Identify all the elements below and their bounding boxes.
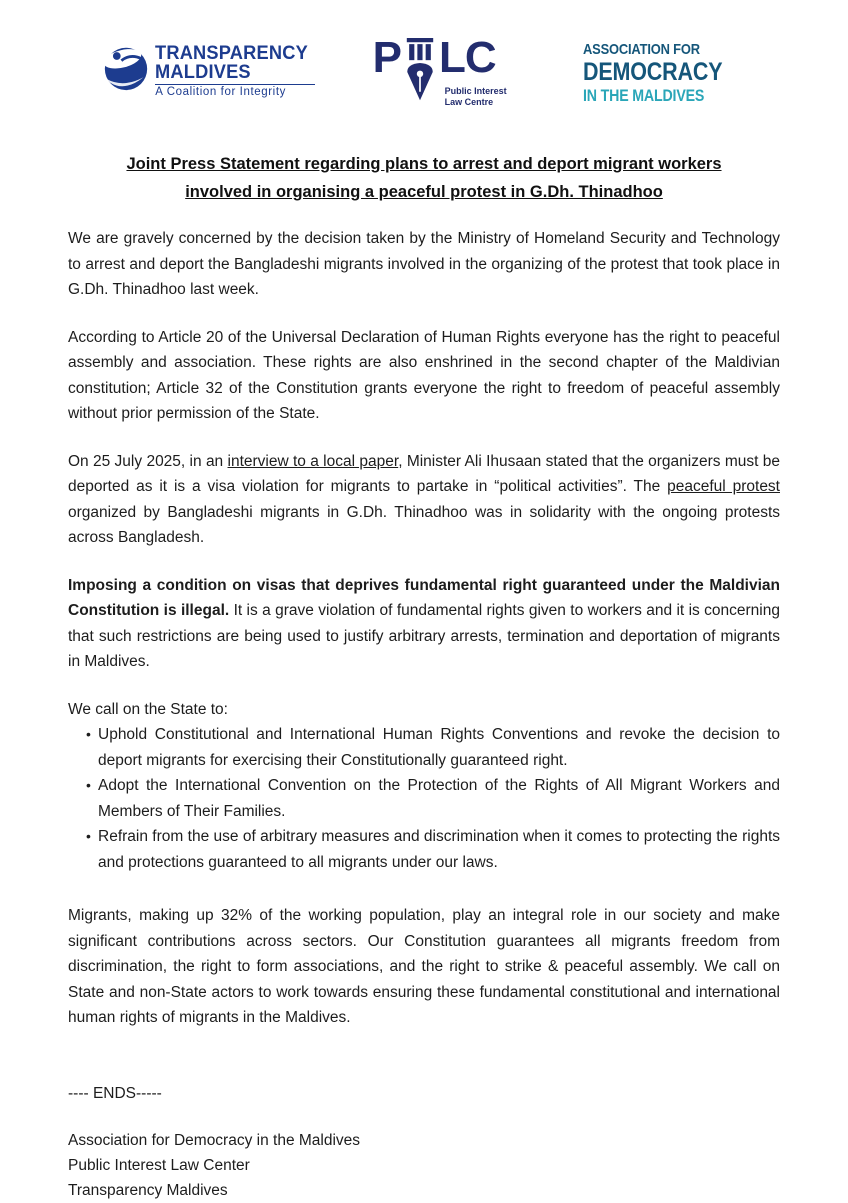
paragraph-migrants-role: Migrants, making up 32% of the working population, play an integral role in our society and make significant contributions across sectors. Our Constitution guarantees all migrants freedom from discrimination, the right to form associations, and the right to strike & peaceful assembly. We call on State and non-State actors to work towards ensuring these fundamental constitutional and international human rights of migrants in the Maldives. (68, 907, 780, 1026)
interview-link[interactable]: interview to a local paper (227, 452, 399, 470)
paragraph-concern: We are gravely concerned by the decision taken by the Ministry of Homeland Security and Technology to arrest and deport the Bangladeshi migrants involved in the organizing of the protest that took place in G.Dh. Thinadhoo last week. (68, 230, 780, 298)
paragraph-article20: According to Article 20 of the Universal Declaration of Human Rights everyone has the right to peaceful assembly and association. These rights are also enshrined in the second chapter of the Maldivian constitution; Article 32 of the Constitution grants everyone the right to freedom of peaceful assembly without prior permission of the State. (68, 328, 780, 422)
signatories-block (68, 1128, 780, 1203)
peaceful-protest-link[interactable]: peaceful protest (667, 478, 780, 495)
signatory-pilc: Public Interest Law Center (68, 1157, 250, 1174)
signatory-adm: Association for Democracy in the Maldives (68, 1132, 361, 1149)
ends-marker: ---- ENDS----- (68, 1084, 162, 1102)
tm-tagline: A Coalition for Integrity (155, 84, 314, 98)
demand-item-refrain: • Refrain from the use of arbitrary measures and discrimination when it comes to protecting the rights and protections guaranteed to all migrants under our laws. (86, 824, 780, 875)
pilc-subtitle-line1: Public Interest (444, 86, 507, 96)
call-to-state-intro: We call on the State to: (68, 700, 228, 718)
document-body (0, 150, 848, 1203)
demands-list (68, 722, 780, 875)
title-line1: Joint Press Statement regarding plans to arrest and deport migrant workers (126, 155, 722, 173)
pilc-logo (372, 33, 525, 118)
p3-segment-2: organized by Bangladeshi migrants in G.Dh. Thinadhoo was in solidarity with the ongoing protests across Bangladesh. (68, 503, 780, 546)
pilc-subtitle-line2: Law Centre (444, 97, 494, 107)
title-line2: involved in organising a peaceful protest in G.Dh. Thinadhoo (185, 183, 663, 201)
transparency-maldives-logo (103, 44, 314, 98)
page-title (68, 150, 780, 206)
p4-bold-statement: Imposing a condition on visas that deprives fundamental right guaranteed under the Maldivian Constitution is illegal. (68, 576, 780, 619)
transparency-maldives-wordmark (155, 44, 314, 98)
pilc-pillar-pen-icon (403, 38, 437, 109)
p4-rest: It is a grave violation of fundamental rights given to workers and it is concerning that such restrictions are being used to justify arbitrary arrests, termination and deportation of migrants in Maldives. (68, 602, 780, 670)
pilc-letters-lc: LC (438, 33, 496, 82)
paragraph-interview (68, 449, 780, 551)
tm-name-line2: MALDIVES (155, 62, 252, 83)
transparency-maldives-globe-icon (103, 44, 149, 97)
logo-header (0, 0, 848, 118)
p3-segment-1: , Minister Ali Ihusaan stated that the organizers must be deported as it is a visa violation for migrants to partake in “political activities”. The (68, 452, 780, 495)
pilc-letter-p: P (372, 33, 401, 82)
paragraph-illegal (68, 573, 780, 675)
adm-line3: IN THE MALDIVES (582, 87, 704, 105)
adm-logo (583, 40, 745, 107)
p3-segment-0: On 25 July 2025, in an (68, 452, 228, 470)
signatory-tm: Transparency Maldives (68, 1182, 228, 1199)
adm-line2: DEMOCRACY (582, 58, 723, 86)
pilc-subtitle (445, 86, 507, 108)
tm-name-line1: TRANSPARENCY (155, 43, 309, 64)
demand-item-adopt: • Adopt the International Convention on the Protection of the Rights of All Migrant Workers and Members of Their Families. (86, 773, 780, 824)
demand-item-uphold: • Uphold Constitutional and International Human Rights Conventions and revoke the decision to deport migrants for exercising their Constitutionally guaranteed right. (86, 722, 780, 773)
adm-line1: ASSOCIATION FOR (582, 41, 700, 58)
